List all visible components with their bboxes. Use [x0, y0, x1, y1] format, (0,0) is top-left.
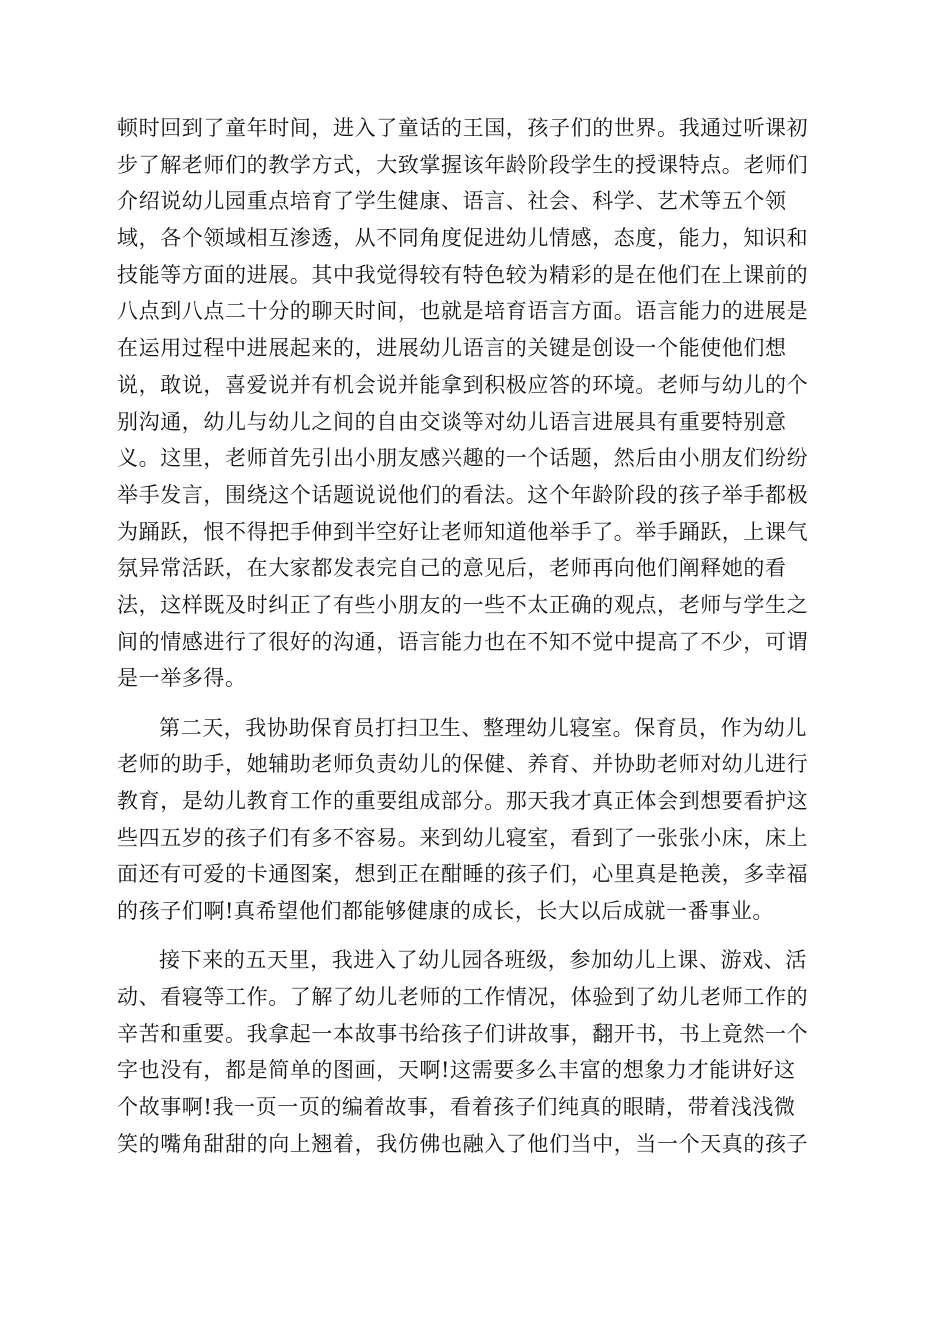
text-line: 接下来的五天里，我进入了幼儿园各班级，参加幼儿上课、游戏、活 [159, 948, 807, 973]
text-line: 些四五岁的孩子们有多不容易。来到幼儿寝室，看到了一张张小床，床上 [117, 825, 809, 850]
document-page [117, 110, 833, 1162]
text-line: 法，这样既及时纠正了有些小朋友的一些不太正确的观点，老师与学生之 [117, 592, 809, 617]
paragraph-1 [117, 110, 833, 697]
text-line: 的孩子们啊!真希望他们都能够健康的成长，长大以后成就一番事业。 [117, 898, 775, 923]
text-line: 义。这里，老师首先引出小朋友感兴趣的一个话题，然后由小朋友们纷纷 [117, 446, 809, 471]
paragraph-spacing [117, 697, 833, 710]
paragraph-3 [117, 942, 833, 1162]
text-line: 技能等方面的进展。其中我觉得较有特色较为精彩的是在他们在上课前的 [117, 262, 809, 287]
paragraph-spacing [117, 930, 833, 943]
text-line: 间的情感进行了很好的沟通，语言能力也在不知不觉中提高了不少，可谓 [117, 629, 809, 654]
text-line: 第二天，我协助保育员打扫卫生、整理幼儿寝室。保育员，作为幼儿 [159, 715, 807, 740]
text-line: 步了解老师们的教学方式，大致掌握该年龄阶段学生的授课特点。老师们 [117, 152, 809, 177]
text-line: 辛苦和重要。我拿起一本故事书给孩子们讲故事，翻开书，书上竟然一个 [117, 1021, 809, 1046]
text-line: 个故事啊!我一页一页的编着故事，看着孩子们纯真的眼睛，带着浅浅微 [117, 1094, 796, 1119]
text-line: 举手发言，围绕这个话题说说他们的看法。这个年龄阶段的孩子举手都极 [117, 482, 809, 507]
text-line: 教育，是幼儿教育工作的重要组成部分。那天我才真正体会到想要看护这 [117, 788, 809, 813]
text-line: 氛异常活跃，在大家都发表完自己的意见后，老师再向他们阐释她的看 [117, 556, 787, 581]
text-line: 说，敢说，喜爱说并有机会说并能拿到积极应答的环境。老师与幼儿的个 [117, 372, 809, 397]
text-line: 老师的助手，她辅助老师负责幼儿的保健、养育、并协助老师对幼儿进行 [117, 752, 809, 777]
text-line: 是一举多得。 [117, 666, 247, 691]
text-line: 域，各个领域相互渗透，从不同角度促进幼儿情感，态度，能力，知识和 [117, 226, 809, 251]
text-line: 笑的嘴角甜甜的向上翘着，我仿佛也融入了他们当中，当一个天真的孩子 [117, 1131, 809, 1156]
text-line: 面还有可爱的卡通图案，想到正在酣睡的孩子们，心里真是艳羡，多幸福 [117, 862, 809, 887]
text-line: 介绍说幼儿园重点培育了学生健康、语言、社会、科学、艺术等五个领 [117, 189, 787, 214]
text-line: 字也没有，都是简单的图画，天啊!这需要多么丰富的想象力才能讲好这 [117, 1058, 796, 1083]
text-line: 在运用过程中进展起来的，进展幼儿语言的关键是创设一个能使他们想 [117, 336, 787, 361]
paragraph-2 [117, 710, 833, 930]
text-line: 为踊跃，恨不得把手伸到半空好让老师知道他举手了。举手踊跃，上课气 [117, 519, 809, 544]
text-line: 别沟通，幼儿与幼儿之间的自由交谈等对幼儿语言进展具有重要特别意 [117, 409, 787, 434]
text-line: 动、看寝等工作。了解了幼儿老师的工作情况，体验到了幼儿老师工作的 [117, 984, 809, 1009]
text-line: 顿时回到了童年时间，进入了童话的王国，孩子们的世界。我通过听课初 [117, 116, 809, 140]
text-line: 八点到八点二十分的聊天时间，也就是培育语言方面。语言能力的进展是 [117, 299, 809, 324]
